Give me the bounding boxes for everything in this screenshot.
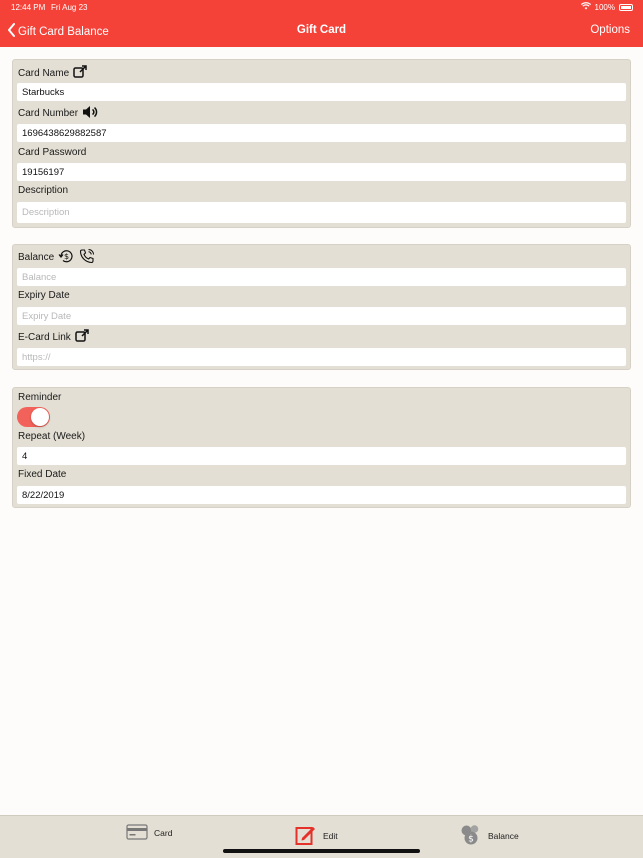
- card-password-label: Card Password: [18, 147, 87, 158]
- card-number-label: Card Number: [18, 108, 79, 119]
- navigation-bar: [0, 16, 643, 47]
- page-title: Gift Card: [296, 24, 347, 36]
- ecard-link-label-row: [18, 329, 90, 345]
- speaker-icon[interactable]: [82, 105, 99, 122]
- fixed-date-label: Fixed Date: [18, 469, 67, 480]
- status-date: Fri Aug 23: [51, 3, 88, 12]
- home-indicator: [223, 849, 420, 853]
- external-link-icon[interactable]: [75, 329, 90, 345]
- description-field[interactable]: [17, 202, 626, 223]
- svg-text:$: $: [64, 252, 70, 261]
- ecard-link-label: E-Card Link: [18, 331, 71, 343]
- svg-text:$: $: [468, 834, 474, 845]
- tab-balance-label: Balance: [488, 831, 519, 841]
- phone-call-icon[interactable]: [79, 248, 95, 267]
- balance-field[interactable]: [17, 268, 626, 286]
- card-details-group: [12, 59, 631, 228]
- fixed-date-field[interactable]: [17, 486, 626, 504]
- tab-card[interactable]: [126, 824, 172, 842]
- status-bar: [0, 0, 643, 16]
- card-number-label-row: [18, 105, 99, 122]
- back-button-label: Gift Card Balance: [18, 25, 109, 38]
- tab-card-label: Card: [154, 828, 173, 838]
- toggle-knob: [31, 408, 49, 426]
- wifi-icon: [581, 2, 591, 12]
- card-number-field[interactable]: [17, 124, 626, 142]
- reminder-group: [12, 387, 631, 508]
- status-time: 12:44 PM: [11, 3, 46, 12]
- balance-label-row: [18, 248, 95, 267]
- repeat-week-label: Repeat (Week): [18, 431, 86, 442]
- card-icon: [126, 824, 148, 842]
- card-password-field[interactable]: [17, 163, 626, 181]
- tab-balance[interactable]: [460, 824, 519, 848]
- repeat-week-field[interactable]: [17, 447, 626, 465]
- reminder-toggle[interactable]: [17, 407, 50, 427]
- status-indicators: [581, 2, 633, 12]
- card-name-label: Card Name: [18, 67, 70, 79]
- edit-icon: [295, 824, 317, 848]
- battery-percent: 100%: [594, 2, 615, 12]
- expiry-date-field[interactable]: [17, 307, 626, 325]
- battery-icon: [619, 4, 633, 11]
- card-name-field[interactable]: [17, 83, 626, 101]
- expiry-date-label: Expiry Date: [18, 290, 70, 301]
- reminder-label: Reminder: [18, 392, 62, 403]
- external-link-icon[interactable]: [73, 65, 88, 81]
- chevron-left-icon: [7, 23, 18, 40]
- card-name-label-row: [18, 65, 88, 81]
- options-button[interactable]: Options: [590, 24, 630, 36]
- balance-label: Balance: [18, 252, 55, 263]
- description-label: Description: [18, 185, 69, 196]
- balance-group: [12, 244, 631, 370]
- ecard-link-field[interactable]: [17, 348, 626, 366]
- tab-edit-label: Edit: [323, 831, 338, 841]
- coins-icon: [460, 824, 482, 848]
- back-button[interactable]: [7, 23, 109, 40]
- tab-edit[interactable]: [295, 824, 338, 848]
- refresh-balance-icon[interactable]: [58, 248, 75, 267]
